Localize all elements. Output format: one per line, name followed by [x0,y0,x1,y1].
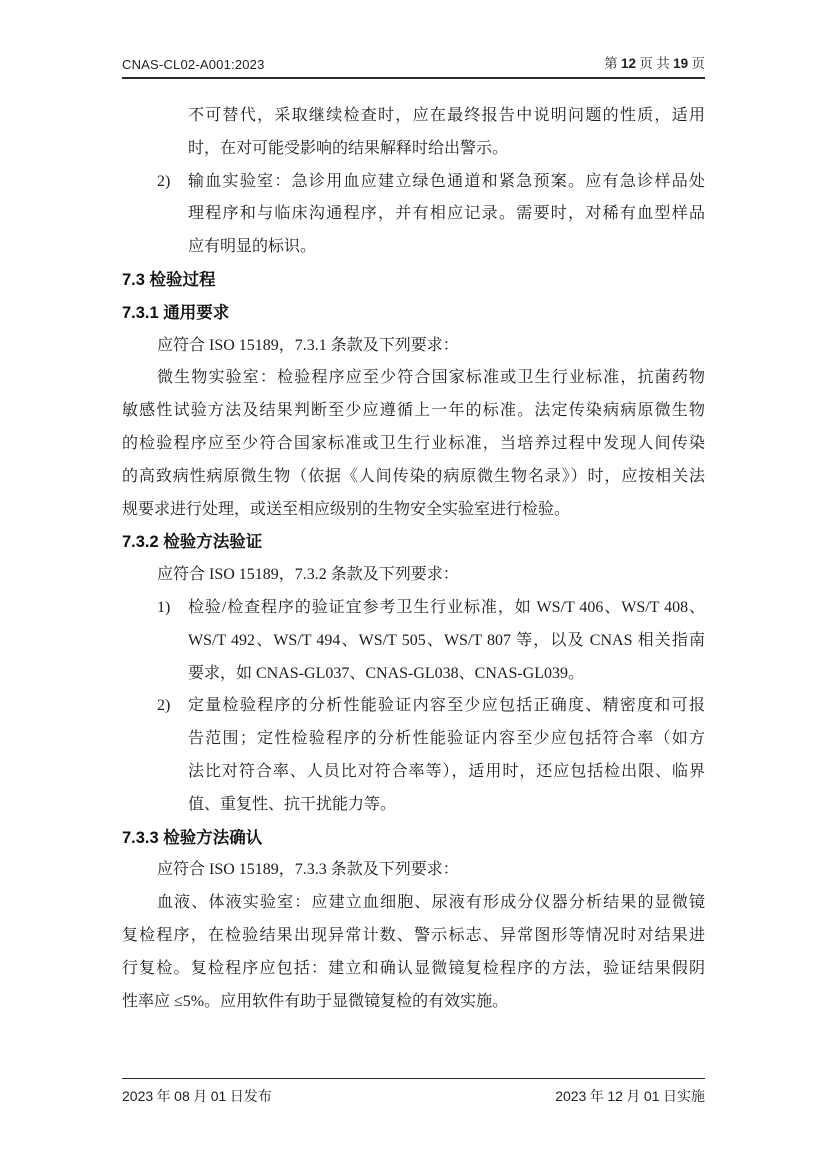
text-line: 应符合 ISO 15189，7.3.2 条款及下列要求： [157,566,459,584]
text-line: 行复检。复检程序应包括：建立和确认显微镜复检程序的方法，验证结果假阴 [122,959,705,977]
text-line: 检验/检查程序的验证宜参考卫生行业标准，如 WS/T 406、WS/T 408、 [188,598,705,616]
section-heading-7.3 [122,264,705,297]
page-indicator [604,52,705,72]
publish-date-number: 2023 [122,1088,154,1104]
implement-date [555,1086,705,1106]
list-item [122,166,705,264]
section-number: 7.3.2 [122,533,164,552]
section-heading-7.3.1 [122,297,705,330]
text-line: 理程序和与临床沟通程序，并有相应记录。需要时，对稀有血型样品 [188,205,705,223]
text-line: 要求，如 CNAS-GL037、CNAS-GL038、CNAS-GL039。 [188,664,585,682]
section-title: 检验过程 [149,270,216,289]
text-line: 法比对符合率、人员比对符合率等），适用时，还应包括检出限、临界 [188,762,705,780]
section-title: 通用要求 [163,303,230,322]
list-marker: 2) [157,172,171,190]
document-code: CNAS-CL02-A001:2023 [122,57,265,72]
text-line: 微生物实验室：检验程序应至少符合国家标准或卫生行业标准，抗菌药物 [157,369,705,387]
section-heading-7.3.2 [122,526,705,559]
paragraph [122,854,705,887]
paragraph [122,362,705,526]
text-line: 告范围；定性检验程序的分析性能验证内容至少应包括符合率（如方 [188,730,705,748]
text-line: 应有明显的标识。 [188,238,317,256]
implement-date-text: 年 [586,1090,608,1105]
text-line: 的高致病性病原微生物（依据《人间传染的病原微生物名录》）时，应按相关法 [122,467,705,485]
section-title: 检验方法验证 [163,533,263,552]
text-line: 复检程序，在检验结果出现异常计数、警示标志、异常图形等情况时对结果进 [122,926,705,944]
publish-date-text: 年 [153,1090,175,1105]
section-title: 检验方法确认 [163,828,263,847]
text-line: 的检验程序应至少符合国家标准或卫生行业标准，当培养过程中发现人间传染 [122,434,705,452]
list-item [122,100,705,166]
list-item [122,592,705,690]
implement-date-text: 月 [622,1090,644,1105]
text-line: 性率应 ≤5%。应用软件有助于显微镜复检的有效实施。 [122,992,509,1010]
text-line: 规要求进行处理，或送至相应级别的生物安全实验室进行检验。 [122,500,571,518]
text-line: 敏感性试验方法及结果判断至少应遵循上一年的标准。法定传染病病原微生物 [122,402,705,420]
publish-date-text: 日发布 [226,1090,272,1105]
paragraph [122,559,705,592]
section-heading-7.3.3 [122,822,705,855]
list-item [122,690,705,821]
text-line: 时，在对可能受影响的结果解释时给出警示。 [188,139,509,157]
section-number: 7.3 [122,270,150,289]
page-indicator-text: 页 共 [635,56,674,71]
list-marker: 2) [157,697,171,715]
page-indicator-text: 第 [604,56,621,71]
implement-date-text: 日实施 [659,1090,705,1105]
text-line: 输血实验室：急诊用血应建立绿色通道和紧急预案。应有急诊样品处 [188,172,705,190]
paragraph [122,330,705,363]
page-footer [122,1078,705,1106]
page-indicator-text: 页 [688,56,705,71]
text-line: 应符合 ISO 15189，7.3.3 条款及下列要求： [157,861,459,879]
text-line: 应符合 ISO 15189，7.3.1 条款及下列要求： [157,336,459,354]
publish-date-text: 月 [189,1090,211,1105]
text-line: WS/T 492、WS/T 494、WS/T 505、WS/T 807 等，以及 CNAS 相关指南 [188,631,705,649]
section-number: 7.3.1 [122,303,164,322]
publish-date [122,1086,272,1106]
publish-date-number: 01 [210,1088,227,1104]
list-marker: 1) [157,598,171,616]
document-body [122,100,705,1018]
implement-date-number: 01 [643,1088,660,1104]
section-number: 7.3.3 [122,828,164,847]
paragraph [122,887,705,1018]
publish-date-number: 08 [174,1088,190,1104]
implement-date-number: 2023 [555,1088,587,1104]
text-line: 定量检验程序的分析性能验证内容至少应包括正确度、精密度和可报 [188,697,705,715]
implement-date-number: 12 [607,1088,623,1104]
page-indicator-number: 12 [620,56,636,71]
text-line: 不可替代，采取继续检查时，应在最终报告中说明问题的性质，适用 [188,107,705,124]
text-line: 值、重复性、抗干扰能力等。 [188,795,397,813]
text-line: 血液、体液实验室：应建立血细胞、尿液有形成分仪器分析结果的显微镜 [157,894,705,912]
page-indicator-number: 19 [673,56,689,71]
page-header [122,58,705,79]
